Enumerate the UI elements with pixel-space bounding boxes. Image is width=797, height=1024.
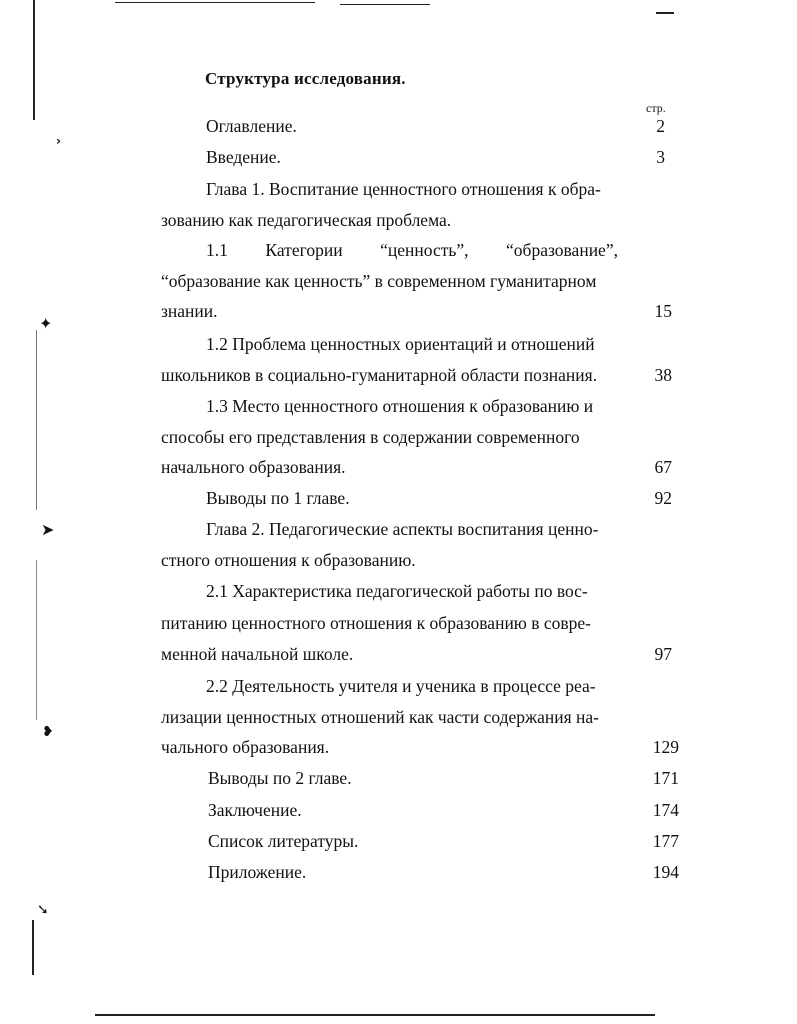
toc-line: Глава 1. Воспитание ценностного отношения к обра- bbox=[206, 179, 601, 199]
page-number: 92 bbox=[654, 488, 672, 508]
toc-line: способы его представления в содержании современного bbox=[161, 427, 580, 447]
toc-line: лизации ценностных отношений как части содержания на- bbox=[161, 707, 599, 727]
toc-line: Глава 2. Педагогические аспекты воспитания ценно- bbox=[206, 519, 599, 539]
toc-line: 1.3 Место ценностного отношения к образованию и bbox=[206, 396, 594, 416]
scan-edge-left-3 bbox=[36, 560, 37, 720]
toc-line: питанию ценностного отношения к образованию в совре- bbox=[161, 613, 592, 633]
page-number: 38 bbox=[654, 365, 672, 385]
toc-line: стного отношения к образованию. bbox=[161, 550, 416, 570]
scan-edge-left-4 bbox=[32, 920, 34, 975]
page-title: Структура исследования. bbox=[205, 69, 406, 88]
toc-line: Выводы по 1 главе. bbox=[206, 488, 350, 508]
toc-line: 1.2 Проблема ценностных ориентаций и отношений bbox=[206, 334, 595, 354]
toc-line: знании. bbox=[161, 301, 218, 321]
toc-line: менной начальной школе. bbox=[161, 644, 354, 664]
page-number: 129 bbox=[652, 737, 679, 757]
scan-edge-left bbox=[33, 0, 35, 120]
toc-line: чального образования. bbox=[161, 737, 330, 757]
pages-column-header: стр. bbox=[646, 101, 666, 115]
page-number: 177 bbox=[652, 831, 679, 851]
scan-edge-left-2 bbox=[36, 330, 37, 510]
toc-line: зованию как педагогическая проблема. bbox=[161, 210, 452, 230]
scan-edge-corner bbox=[656, 12, 674, 14]
toc-line: “образование как ценность” в современном гуманитарном bbox=[161, 271, 597, 291]
toc-line: Приложение. bbox=[208, 862, 307, 882]
toc-line: школьников в социально-гуманитарной области познания. bbox=[161, 365, 598, 385]
toc-line: Выводы по 2 главе. bbox=[208, 768, 352, 788]
page-number: 15 bbox=[654, 301, 672, 321]
scan-mark-1: › bbox=[56, 134, 61, 148]
page-number: 97 bbox=[654, 644, 672, 664]
toc-line: 2.2 Деятельность учителя и ученика в процессе реа- bbox=[206, 676, 596, 696]
scan-edge-top bbox=[115, 2, 315, 3]
toc-word: Категории bbox=[265, 240, 343, 260]
toc-word: 1.1 bbox=[206, 240, 228, 260]
scan-mark-3: ➤ bbox=[41, 520, 55, 539]
page-number: 3 bbox=[656, 147, 665, 167]
scan-mark-4: ❥ bbox=[42, 724, 54, 740]
toc-word: “образование”, bbox=[506, 240, 618, 260]
scan-mark-2: ✦ bbox=[39, 314, 53, 333]
page-number: 174 bbox=[652, 800, 679, 820]
toc-line-justified bbox=[206, 240, 618, 260]
scan-mark-5: ➘ bbox=[37, 902, 49, 918]
toc-word: “ценность”, bbox=[380, 240, 469, 260]
page-number: 171 bbox=[652, 768, 679, 788]
toc-line: Оглавление. bbox=[206, 116, 297, 136]
toc-line: 2.1 Характеристика педагогической работы по вос- bbox=[206, 581, 588, 601]
toc-line: Введение. bbox=[206, 147, 281, 167]
scan-edge-top-right bbox=[340, 4, 430, 5]
page-number: 67 bbox=[654, 457, 672, 477]
scan-edge-bottom bbox=[95, 1014, 655, 1016]
toc-line: начального образования. bbox=[161, 457, 346, 477]
toc-line: Заключение. bbox=[208, 800, 302, 820]
page-number: 2 bbox=[656, 116, 665, 136]
page-number: 194 bbox=[652, 862, 679, 882]
toc-line: Список литературы. bbox=[208, 831, 359, 851]
